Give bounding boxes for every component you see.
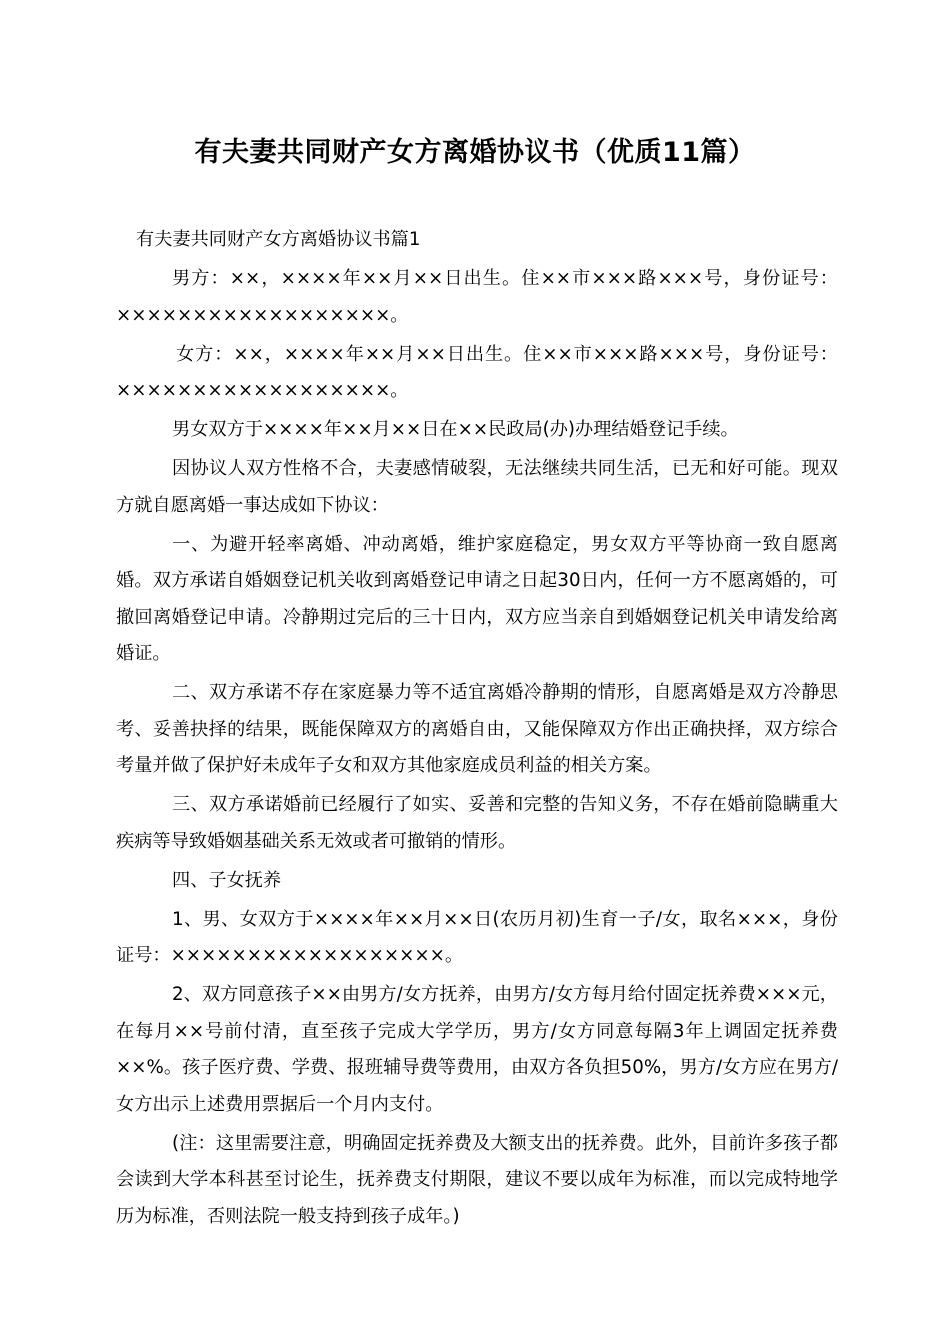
paragraph-male-party: 男方：××，××××年××月××日出生。住××市×××路×××号，身份证号：××××××××××××××××××。 [116,268,838,326]
document-title: 有夫妻共同财产女方离婚协议书（优质11篇） [194,137,756,168]
paragraph-female-party: 女方：××，××××年××月××日出生。住××市×××路×××号，身份证号：××××××××××××××××××。 [116,343,838,401]
paragraph-clause-3: 三、双方承诺婚前已经履行了如实、妥善和完整的告知义务，不存在婚前隐瞒重大疾病等导致婚姻基础关系无效或者可撤销的情形。 [116,794,838,852]
paragraph-divorce-reason: 因协议人双方性格不合，夫妻感情破裂，无法继续共同生活，已无和好可能。现双方就自愿离婚一事达成如下协议： [116,458,838,516]
paragraph-clause-1: 一、为避开轻率离婚、冲动离婚，维护家庭稳定，男女双方平等协商一致自愿离婚。双方承诺自婚姻登记机关收到离婚登记申请之日起30日内，任何一方不愿离婚的，可撤回离婚登记申请。冷静期过完后的三十日内，双方应当亲自到婚姻登记机关申请发给离婚证。 [116,533,838,664]
paragraph-clause-4-heading: 四、子女抚养 [172,869,282,891]
paragraph-child-birth: 1、男、女双方于××××年××月××日(农历月初)生育一子/女，取名×××，身份证号：××××××××××××××××××。 [116,908,838,966]
paragraph-child-support: 2、双方同意孩子××由男方/女方抚养，由男方/女方每月给付固定抚养费×××元，在每月××号前付清，直至孩子完成大学学历，男方/女方同意每隔3年上调固定抚养费××%。孩子医疗费、学费、报班辅导费等费用，由双方各负担50%，男方/女方应在男方/女方出示上述费用票据后一个月内支付。 [116,984,838,1115]
paragraph-marriage-registration: 男女双方于××××年××月××日在××民政局(办)办理结婚登记手续。 [172,419,739,440]
paragraph-clause-2: 二、双方承诺不存在家庭暴力等不适宜离婚冷静期的情形，自愿离婚是双方冷静思考、妥善抉择的结果，既能保障双方的离婚自由，又能保障双方作出正确抉择，双方综合考量并做了保护好未成年子女和双方其他家庭成员利益的相关方案。 [116,682,838,776]
document-body [116,222,838,1238]
paragraph-note: (注：这里需要注意，明确固定抚养费及大额支出的抚养费。此外，目前许多孩子都会读到大学本科甚至讨论生，抚养费支付期限，建议不要以成年为标准，而以完成特地学历为标准，否则法院一般支持到孩子成年。) [116,1132,838,1227]
section-heading: 有夫妻共同财产女方离婚协议书篇1 [136,229,421,250]
